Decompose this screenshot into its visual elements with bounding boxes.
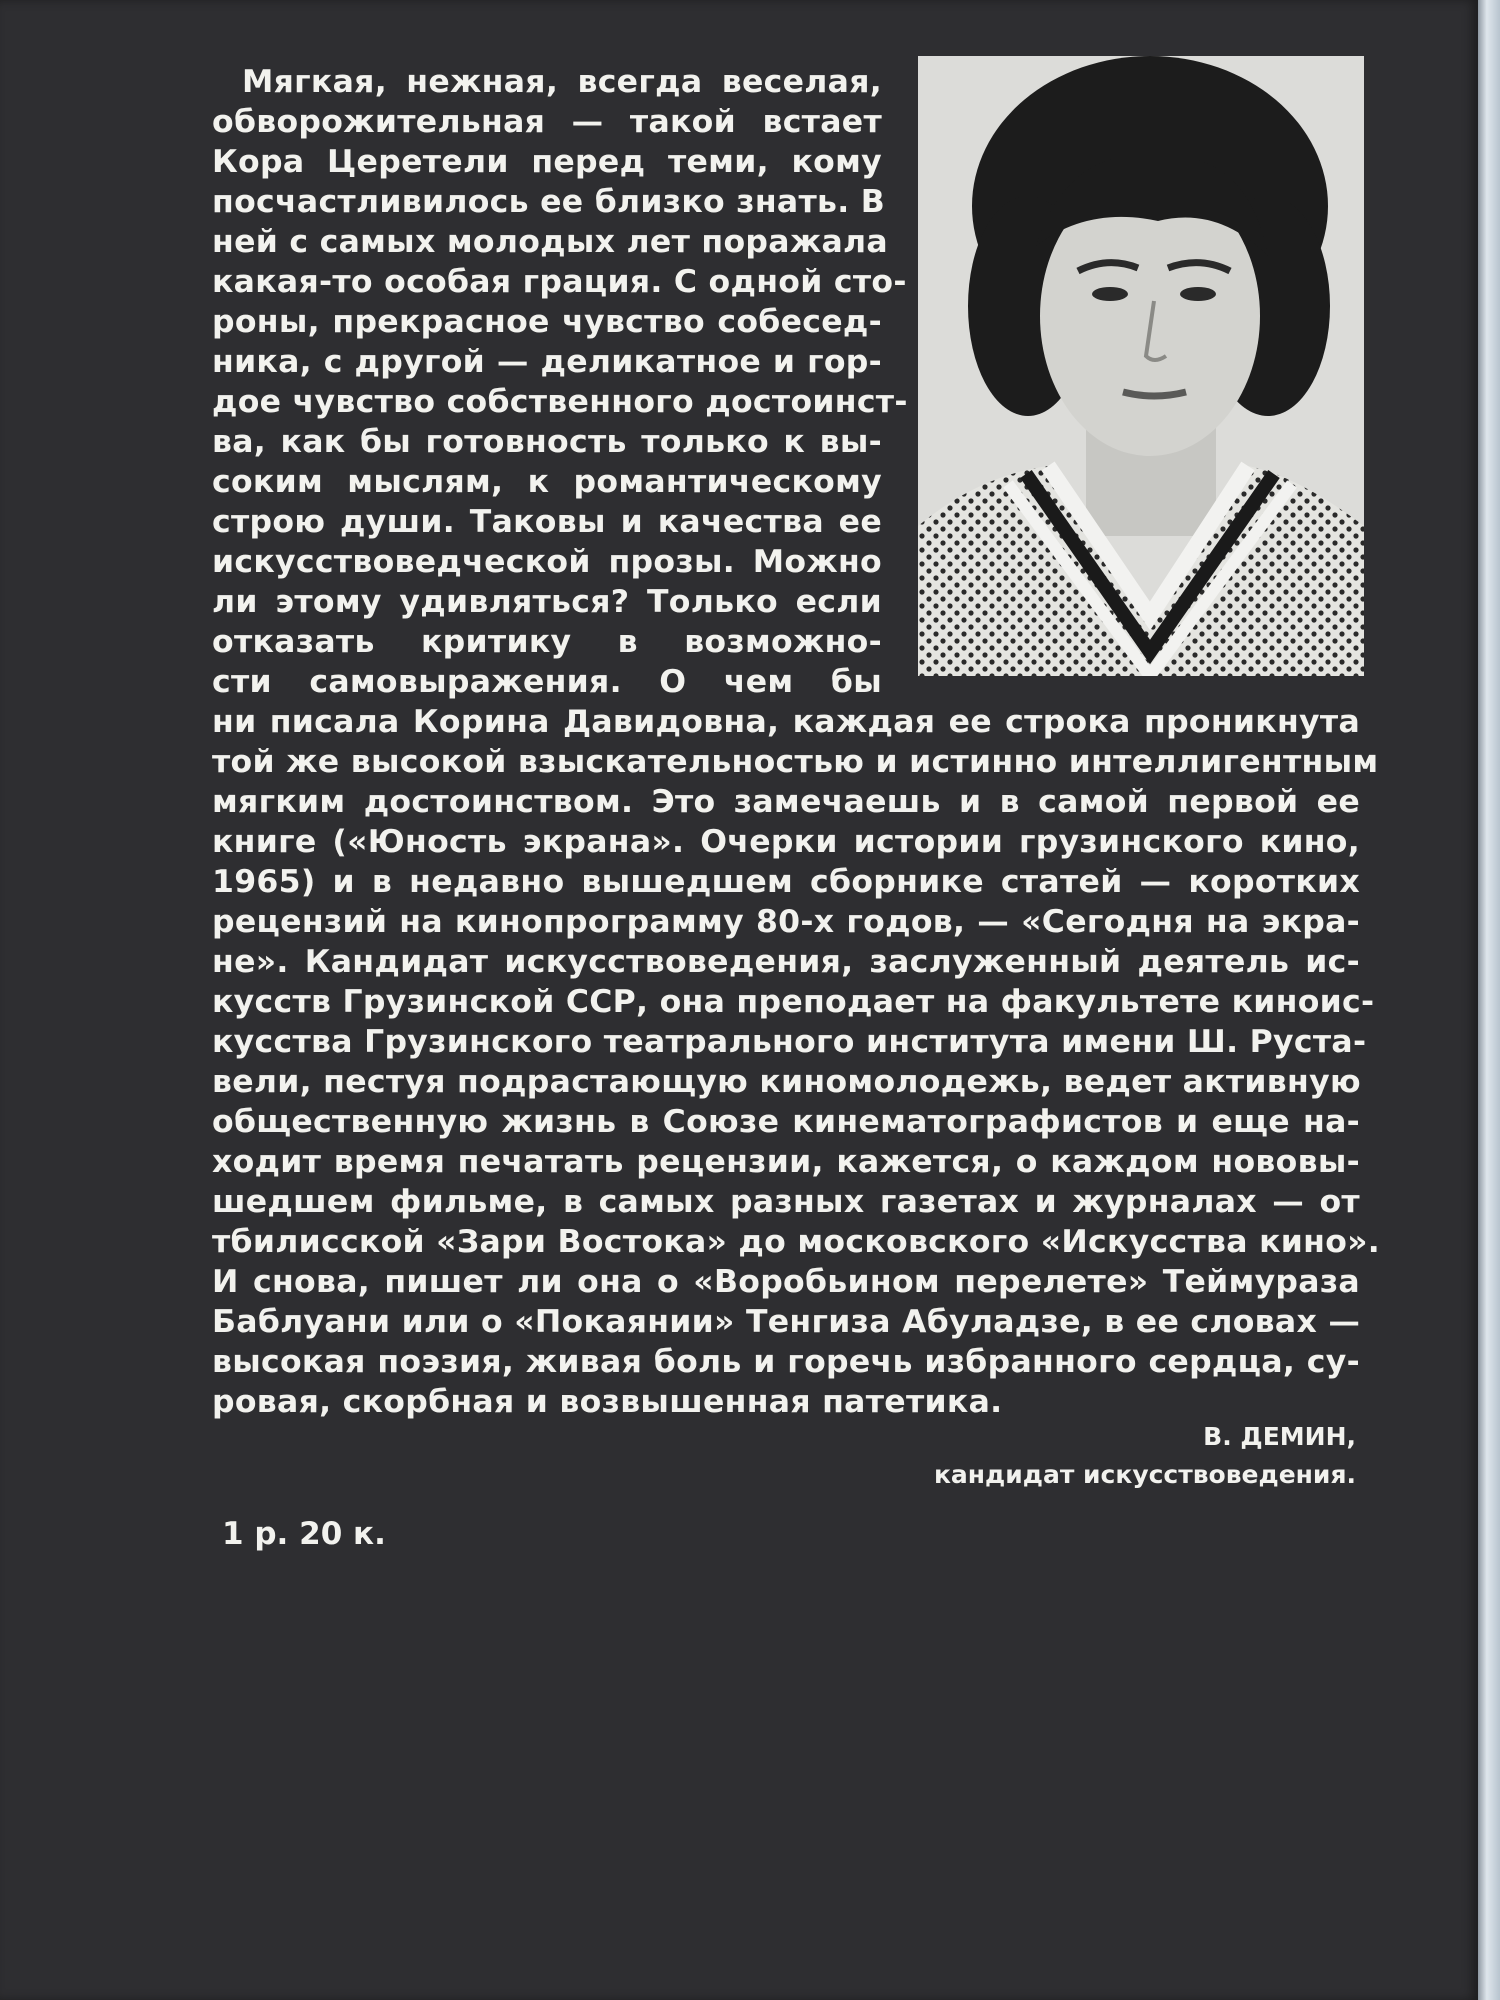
text-line: ровая, скорбная и возвышенная патетика. [212,1384,1003,1420]
text-line: кусства Грузинского театрального института имени Ш. Руста- [212,1024,1367,1060]
text-line: обворожительная — такой встает [212,104,882,140]
author-signature [934,1418,1356,1494]
text-line: высокая поэзия, живая боль и горечь избранного сердца, су- [212,1344,1360,1380]
text-line: Мягкая, нежная, всегда веселая, [242,64,882,100]
text-line: сти самовыражения. О чем бы [212,664,882,700]
text-line: рецензий на кинопрограмму 80-х годов, — «Сегодня на экра- [212,904,1360,940]
text-line: ника, с другой — деликатное и гор- [212,344,882,380]
text-line: какая-то особая грация. С одной сто- [212,264,907,300]
text-line: 1965) и в недавно вышедшем сборнике статей — коротких [212,864,1360,900]
text-line: Кора Церетели перед теми, кому [212,144,882,180]
text-line: вели, пестуя подрастающую киномолодежь, ведет активную [212,1064,1361,1100]
text-line: И снова, пишет ли она о «Воробьином перелете» Теймураза [212,1264,1360,1300]
signature-name: В. ДЕМИН, [1203,1422,1356,1451]
text-line: отказать критику в возможно- [212,624,882,660]
text-line: не». Кандидат искусствоведения, заслуженный деятель ис- [212,944,1360,980]
text-line: искусствоведческой прозы. Можно [212,544,882,580]
text-line: строю души. Таковы и качества ее [212,504,882,540]
text-line: мягким достоинством. Это замечаешь и в самой первой ее [212,784,1360,820]
text-line: книге («Юность экрана». Очерки истории грузинского кино, [212,824,1360,860]
text-line: шедшем фильме, в самых разных газетах и журналах — от [212,1184,1360,1220]
text-line: дое чувство собственного достоинст- [212,384,908,420]
text-line: кусств Грузинской ССР, она преподает на факультете киноис- [212,984,1375,1020]
text-line: ни писала Корина Давидовна, каждая ее строка проникнута [212,704,1360,740]
text-line: ней с самых молодых лет поражала [212,224,888,260]
article-body [212,62,1381,1422]
text-line: посчастливилось ее близко знать. В [212,184,886,220]
text-line: тбилисской «Зари Востока» до московского «Искусства кино». [212,1224,1381,1260]
text-line: ли этому удивляться? Только если [212,584,882,620]
text-line: той же высокой взыскательностью и истинно интеллигентным [212,744,1379,780]
text-line: роны, прекрасное чувство собесед- [212,304,882,340]
signature-title: кандидат искусствоведения. [933,1460,1356,1489]
text-line: общественную жизнь в Союзе кинематографистов и еще на- [212,1104,1360,1140]
price-label: 1 р. 20 к. [222,1516,386,1552]
text-line: Баблуани или о «Покаянии» Тенгиза Абуладзе, в ее словах — [212,1304,1361,1340]
text-line: ва, как бы готовность только к вы- [212,424,882,460]
text-line: соким мыслям, к романтическому [212,464,882,500]
text-line: ходит время печатать рецензии, кажется, о каждом нововы- [212,1144,1360,1180]
page-edge [1478,0,1500,2000]
